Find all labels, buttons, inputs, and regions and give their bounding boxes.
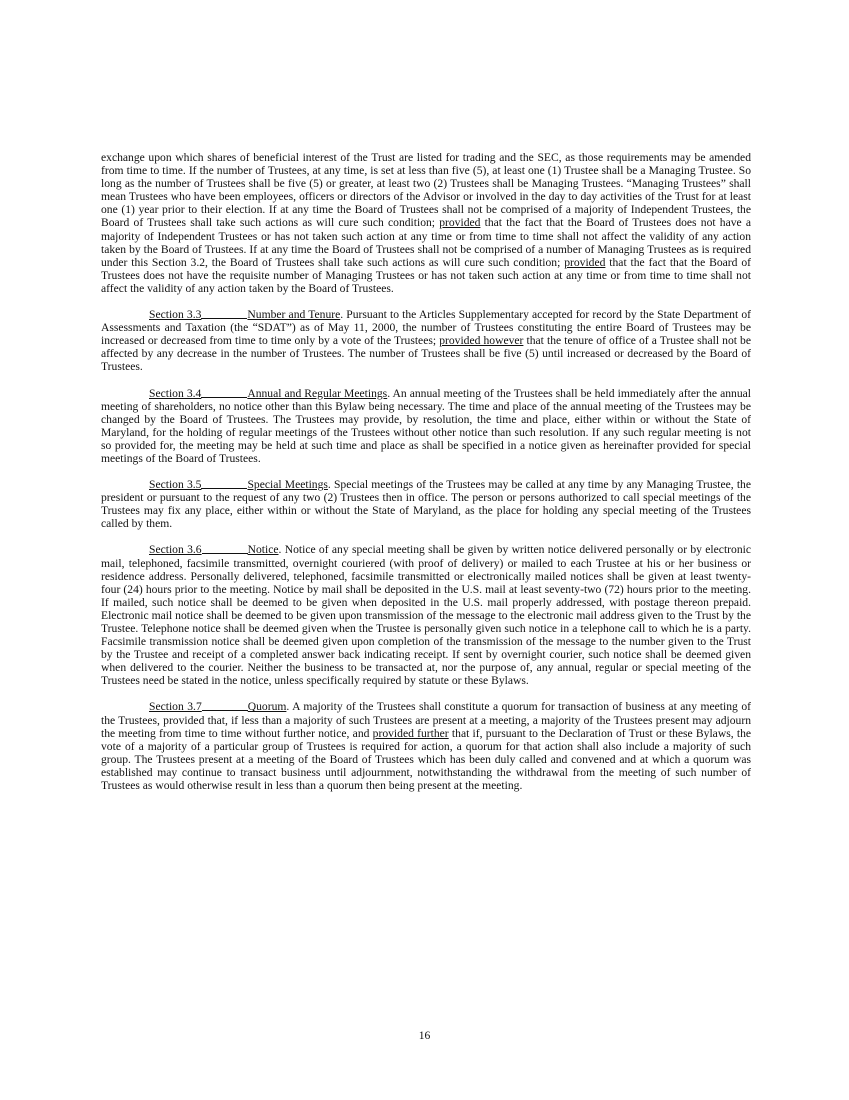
- section-title: Annual and Regular Meetings: [247, 386, 388, 400]
- section-number: Section 3.7: [149, 700, 202, 714]
- paragraph-section-3-6: Section 3.6 Notice. Notice of any special meeting shall be given by written notice delivered personally or by electronic mail, telephoned, facsimile transmitted, overnight couriered (with proof of delivery) or mailed to each Trustee at his or her business or residence address. Personally delivered, telephoned, facsimile transmitted or electronically mailed notices shall be given at least twenty-four (24) hours prior to the meeting. Notice by mail shall be deposited in the U.S. mail at least seventy-two (72) hours prior to the meeting. If mailed, such notice shall be deemed to be given when deposited in the U.S. mail properly addressed, with postage thereon prepaid. Electronic mail notice shall be deemed to be given upon transmission of the message to the electronic mail address given to the Trust by the Trustee. Telephone notice shall be deemed given when the Trustee is personally given such notice in a telephone call to which he is a party. Facsimile transmission notice shall be deemed given upon completion of the transmission of the message to the number given to the Trust by the Trustee and receipt of a completed answer back indicating receipt. If sent by overnight courier, such notice shall be deemed given when delivered to the courier. Neither the business to be transacted at, nor the purpose of, any annual, regular or special meeting of the Trustees need be stated in the notice, unless specifically required by statute or these Bylaws.: [101, 543, 751, 688]
- section-number: Section 3.5: [149, 478, 202, 492]
- paragraph-section-3-4: Section 3.4 Annual and Regular Meetings. An annual meeting of the Trustees shall be held immediately after the annual meeting of shareholders, no notice other than this Bylaw being necessary. The time and place of the annual meeting of the Trustees may be changed by the Board of Trustees. The Trustees may provide, by resolution, the time and place, either within or without the State of Maryland, for the holding of regular meetings of the Trustees without other notice than such resolution. If any such regular meeting is not so provided for, the meeting may be held at such time and place as shall be specified in a notice given as hereinafter provided for special meetings of the Board of Trustees.: [101, 386, 751, 465]
- document-body: [101, 151, 751, 805]
- section-number: Section 3.4: [149, 386, 202, 400]
- section-number: Section 3.6: [149, 543, 202, 557]
- section-number: Section 3.3: [149, 308, 202, 322]
- section-title: Quorum: [247, 700, 287, 714]
- section-title: Number and Tenure: [247, 308, 341, 322]
- paragraph-section-3-3: Section 3.3 Number and Tenure. Pursuant to the Articles Supplementary accepted for record by the State Department of Assessments and Taxation (the “SDAT”) as of May 11, 2000, the number of Trustees constituting the entire Board of Trustees may be increased or decreased from time to time only by a vote of the Trustees; provided however that the tenure of office of a Trustee shall not be affected by any decrease in the number of Trustees. The number of Trustees shall be five (5) until increased or decreased by the Board of Trustees.: [101, 308, 752, 374]
- paragraph-section-3-7: Section 3.7 Quorum. A majority of the Trustees shall constitute a quorum for transaction of business at any meeting of the Trustees, provided that, if less than a majority of such Trustees are present at a meeting, a majority of the Trustees present may adjourn the meeting from time to time without further notice, and provided further that if, pursuant to the Declaration of Trust or these Bylaws, the vote of a majority of a particular group of Trustees is required for action, a quorum for that action shall also include a majority of such group. The Trustees present at a meeting of the Board of Trustees which has been duly called and convened and at which a quorum was established may continue to transact business until adjournment, notwithstanding the withdrawal from the meeting of such number of Trustees as would otherwise result in less than a quorum then being present at the meeting.: [101, 700, 752, 793]
- page-number: 16: [418, 1029, 431, 1042]
- section-title: Notice: [247, 543, 279, 557]
- paragraph-section-3-5: Section 3.5 Special Meetings. Special meetings of the Trustees may be called at any time by any Managing Trustee, the president or pursuant to the request of any two (2) Trustees then in office. The person or persons authorized to call special meetings of the Trustees may fix any place, either within or without the State of Maryland, as the place for holding any special meeting of the Trustees called by them.: [101, 478, 751, 531]
- section-title: Special Meetings: [247, 478, 328, 492]
- paragraph-section-3-2-continued: exchange upon which shares of beneficial interest of the Trust are listed for trading and the SEC, as those requirements may be amended from time to time. If the number of Trustees, at any time, is set at less than five (5), at least one (1) Trustee shall be a Managing Trustee. So long as the number of Trustees shall be five (5) or greater, at least two (2) Trustees shall be Managing Trustees. “Managing Trustees” shall mean Trustees who have been employees, officers or directors of the Advisor or involved in the day to day activities of the Trust for at least one (1) year prior to their election. If at any time the Board of Trustees shall not be comprised of a majority of Independent Trustees, the Board of Trustees shall take such actions as will cure such condition; provided that the fact that the Board of Trustees does not have a majority of Independent Trustees or has not taken such action at any time or from time to time shall not affect the validity of any action taken by the Board of Trustees. If at any time the Board of Trustees shall not be comprised of a number of Managing Trustees as is required under this Section 3.2, the Board of Trustees shall take such actions as will cure such condition; provided that the fact that the Board of Trustees does not have the requisite number of Managing Trustees or has not taken such action at any time or from time to time shall not affect the validity of any action taken by the Board of Trustees.: [101, 151, 752, 295]
